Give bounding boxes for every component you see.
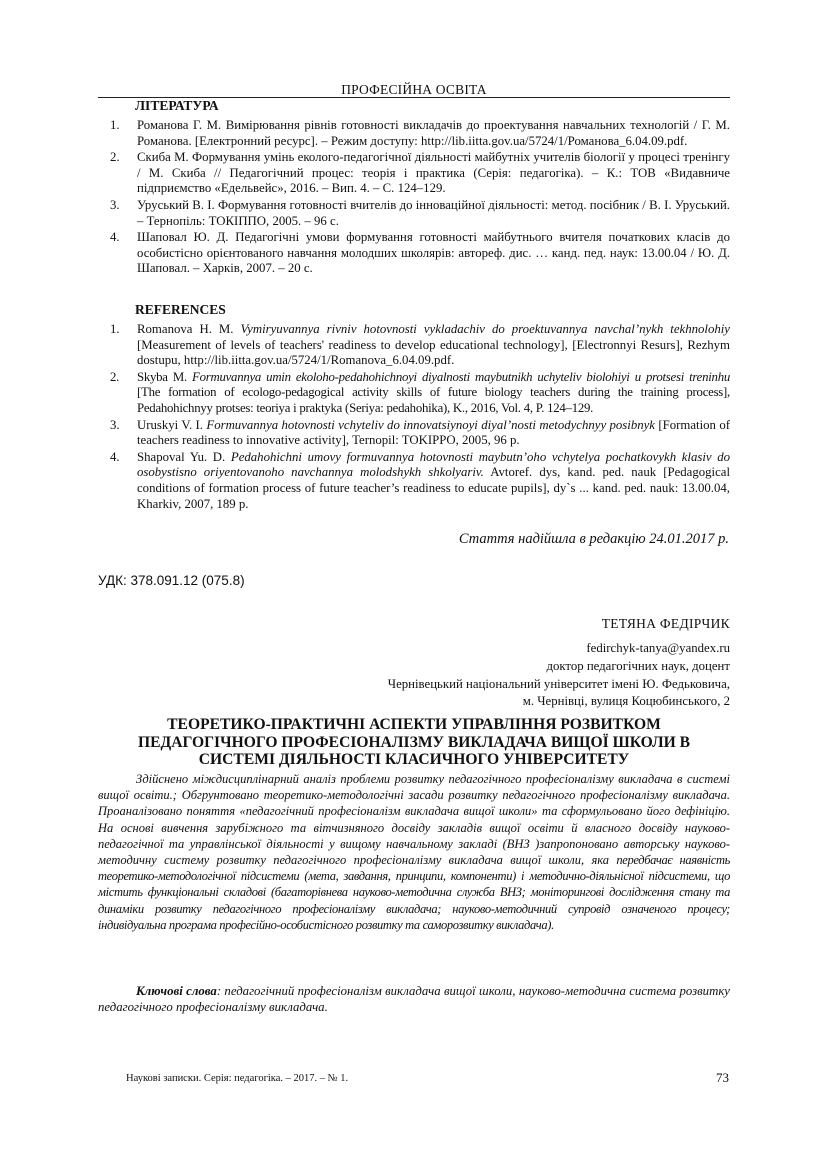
received-note: Стаття надійшла в редакцію 24.01.2017 р. [458,531,729,547]
keywords-label: Ключові слова [136,984,217,998]
keywords-text: : педагогічний професіоналізм викладача вищої школи, науково-методична система розвитку педагогічного професіоналізму викладача. [98,984,730,1015]
item-text: Уруський В. І. Формування готовності вчителів до інноваційної діяльності: метод. посібник / В. І. Уруський. – Тернопіль: ТОКІППО, 2005. – 96 с. [137,197,730,228]
item-number: 2. [110,369,120,384]
item-number: 2. [110,150,120,165]
list-item [110,150,730,197]
list-item [110,118,730,149]
author-address: м. Чернівці, вулиця Коцюбинського, 2 [522,694,730,709]
item-number: 3. [110,197,120,212]
ref-title: Formuvannya umin ekoloho-pedahohichnoyi diyalnosti maybutnikh uchyteliv biolohiyi u protsesi treninhu [192,369,730,384]
item-number: 4. [110,230,120,245]
references-heading: REFERENCES [135,302,226,317]
article-title: ТЕОРЕТИКО-ПРАКТИЧНІ АСПЕКТИ УПРАВЛІННЯ РОЗВИТКОМ ПЕДАГОГІЧНОГО ПРОФЕСІОНАЛІЗМУ ВИКЛАДАЧА ВИЩОЇ ШКОЛИ В СИСТЕМІ ДІЯЛЬНОСТІ КЛАСИЧНОГО УНІВЕРСИТЕТУ [137,716,691,768]
item-text: Шаповал Ю. Д. Педагогічні умови формування готовності майбутнього вчителя початкових класів до особистісно орієнтованого навчання молодших школярів: автореф. дис. … канд. пед. наук: 13.00.04 / Ю. Д. Шаповал. – Харків, 2007. – 20 с. [137,230,730,276]
author-institution: Чернівецький національний університет імені Ю. Федьковича, [387,676,730,691]
author-affiliation [170,640,730,711]
author-degree: доктор педагогічних наук, доцент [546,658,730,673]
item-text: Романова Г. М. Вимірювання рівнів готовності викладачів до проектування навчальних технологій / Г. М. Романова. [Електронний ресурс]. – Режим доступу: http://lib.iitta.gov.ua/5724/1/Романова_6.04.09.pdf. [137,118,730,148]
ref-details: Avtoref. dys, kand. ped. nauk [Pedagogical conditions of formation process of future teacher’s readiness to educate pupils], dy`s ... kand. ped. nauk: 13.00.04, Kharkiv, 2007, 189 p. [137,465,730,511]
list-item [110,418,730,449]
ref-details: [Measurement of levels of teachers' readiness to develop educational technology], [Electronnyi Resurs], Rezhym dostupu, http://lib.iitta.gov.ua/5724/1/Romanova_6.04.09.pdf. [137,337,730,368]
author-name: ТЕТЯНА ФЕДІРЧИК [601,616,730,631]
item-number: 4. [110,449,120,464]
literature-heading: ЛІТЕРАТУРА [135,98,219,113]
ref-title: Formuvannya hotovnosti vchyteliv do innovatsiynoyi diyal’nosti metodychnyy posibnyk [206,417,655,432]
list-item [110,198,730,229]
item-text: Скиба М. Формування умінь еколого-педагогічної діяльності майбутніх учителів біології у процесі тренінгу / М. Скиба // Педагогічний процес: теорія і практика (Серія: педагогіка). – К.: ТОВ «Видавниче підприємство «Едельвейс», 2016. – Вип. 4. – С. 124–129. [137,150,730,196]
ref-title: Vymiryuvannya rivniv hotovnosti vykladachiv do proektuvannya navchal’nykh tekhnolohiy [240,322,730,336]
ref-title: Pedahohichni umovy formuvannya hotovnosti maybutn’oho vchytelya pochatkovykh klasiv do osobystisno oriyentovanoho navchannya molodshykh shkolyariv. [137,449,730,480]
ref-author: Skyba M. [137,369,187,384]
author-email: fedirchyk-tanya@yandex.ru [586,641,730,655]
udk-code: УДК: 378.091.12 (075.8) [98,573,245,588]
literature-list [110,118,730,278]
ref-author: Romanova H. M. [137,322,234,336]
ref-author: Uruskyi V. I. [137,417,203,432]
ref-details: [Formation of teachers readiness to innovative activity], Ternopil: TOKIPPO, 2005, 96 p. [137,417,730,448]
abstract-tail: передбачає наявність теоретико-методологічної підсистеми (мета, завдання, принципи, компоненти) і методично-діяльнісної підсистеми, що містить функціональні складові (багаторівнева науково-методична служба ВНЗ; моніторингові дослідження стану та динаміки розвитку педагогічного професіоналізму викладача; науково-методичний супровід означеного процесу; індивідуальна програма професійно-особистісного розвитку та саморозвитку викладача). [98,853,730,932]
list-item [110,370,730,417]
ref-author: Shapoval Yu. D. [137,449,226,464]
keywords [98,983,730,1015]
footer-journal: Наукові записки. Серія: педагогіка. – 2017. – № 1. [126,1073,349,1084]
list-item [110,230,730,277]
abstract [98,771,730,933]
list-item [110,450,730,512]
item-number: 1. [110,322,120,336]
list-item [110,322,730,369]
running-header: ПРОФЕСІЙНА ОСВІТА [341,82,487,97]
abstract-main: Здійснено міждисциплінарний аналіз проблеми розвитку педагогічного професіоналізму викладача в системі вищої освіти.; Обгрунтовано теоретико-методологічні засади розвитку педагогічного професіоналізму викладача. Проаналізовано поняття «педагогічний професіоналізм викладача вищої школи» та сформульовано його дефініцію. На основі вивчення зарубіжного та вітчизняного досвіду закладів вищої освіти й власного досвіду науково-педагогічної та управлінської діяльності у вищому навчальному закладі (ВНЗ )запропоновано авторську науково-методичну систему розвитку педагогічного професіоналізму викладача вищої школи, яка [98,772,730,868]
page-number: 73 [716,1070,729,1085]
item-number: 3. [110,417,120,432]
references-list [110,322,730,513]
ref-details: [The formation of ecologo-pedagogical activity skills of future biology teachers during the training process], Pedahohichnyy protses: teoriya i praktyka (Seriya: pedahohika), K., 2016, Vol. 4, P. 124–129. [137,385,730,415]
item-number: 1. [110,118,120,132]
